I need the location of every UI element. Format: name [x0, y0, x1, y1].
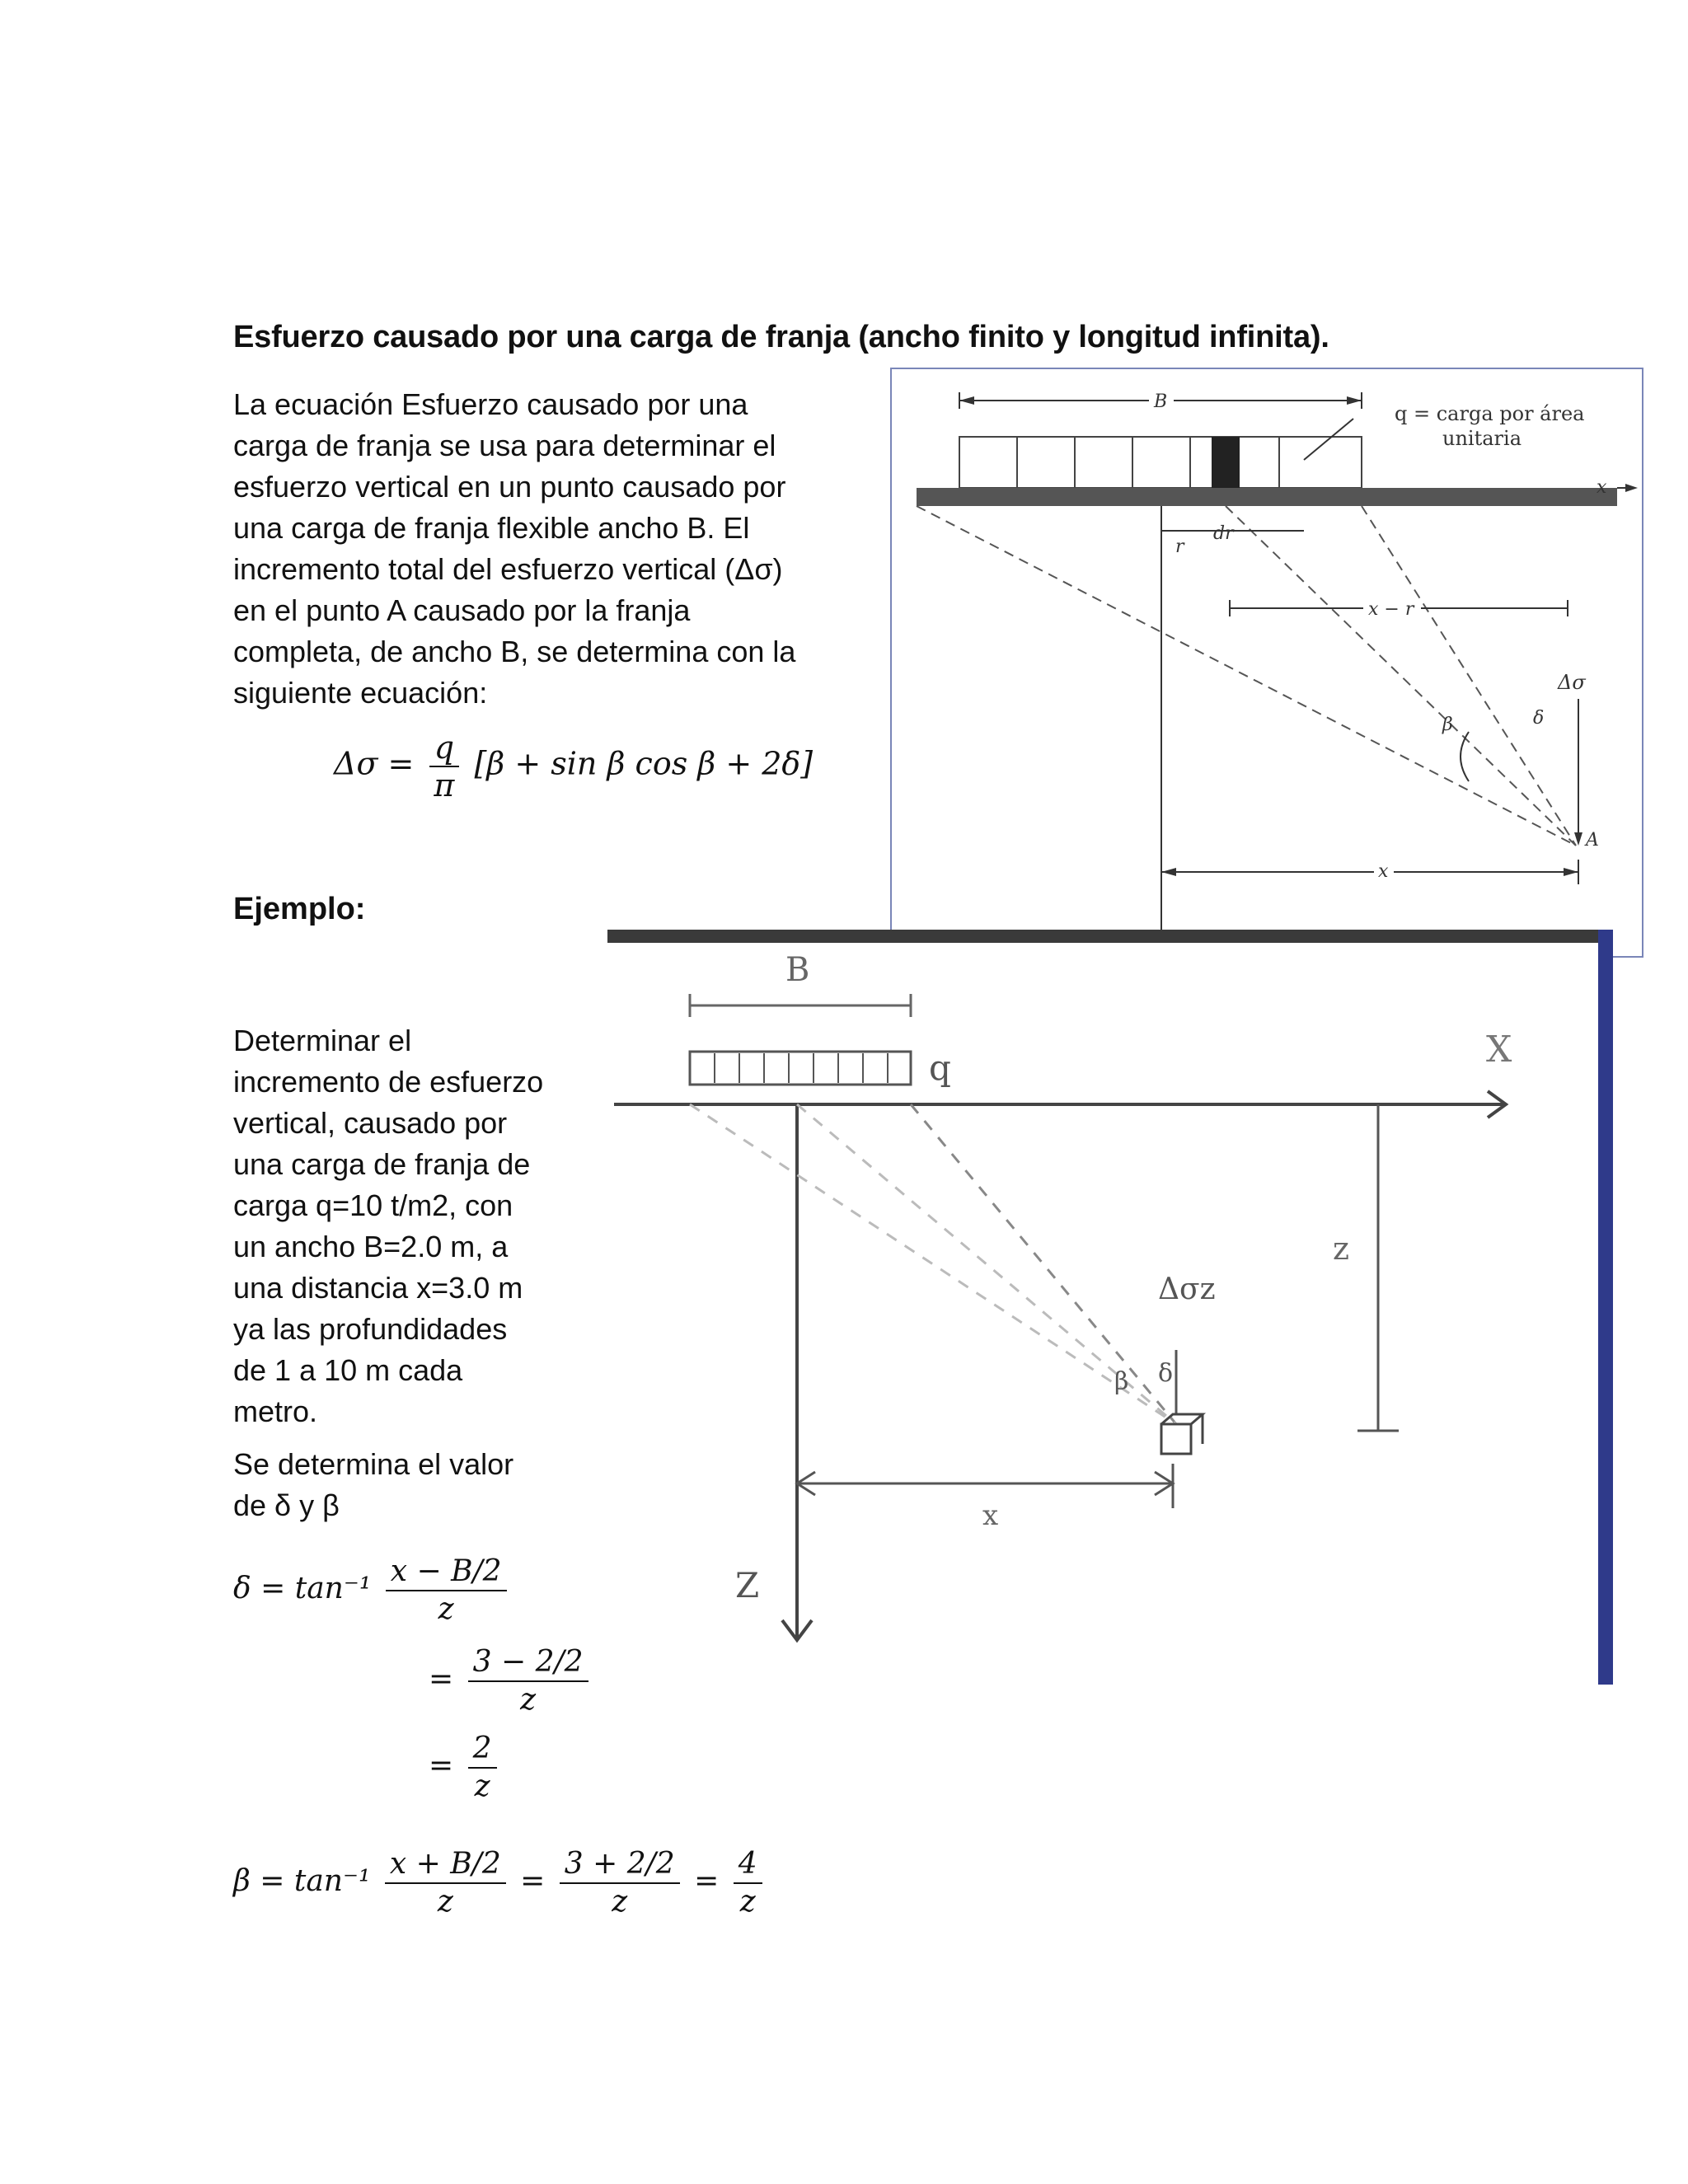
equation-rhs: [β + sin β cos β + 2δ] [474, 745, 814, 782]
label-q: q [929, 1047, 951, 1088]
example-paragraph [233, 1020, 596, 1526]
fraction-numerator: x + B/2 [385, 1846, 506, 1884]
determine-line: Se determina el valor [233, 1447, 514, 1481]
beta-fraction-3 [734, 1846, 762, 1920]
beta-fraction-1 [385, 1846, 506, 1920]
label-dr: dr [1213, 523, 1234, 544]
label-delta-sigma-z: Δσz [1158, 1272, 1216, 1306]
fraction-numerator: 3 + 2/2 [560, 1846, 680, 1884]
delta-equation-row3 [429, 1731, 502, 1805]
intro-line: completa, de ancho B, se determina con la [233, 635, 796, 668]
delta-equation-row2 [429, 1644, 593, 1718]
delta-fraction-1 [386, 1554, 507, 1628]
equals-sign: = [520, 1864, 546, 1898]
example-heading: Ejemplo: [233, 892, 366, 926]
delta-fraction-2 [468, 1644, 588, 1718]
example-line: vertical, causado por [233, 1106, 508, 1140]
fraction-denominator: π [434, 767, 455, 804]
intro-line: esfuerzo vertical en un punto causado por [233, 470, 786, 504]
label-beta: β [1442, 715, 1453, 735]
fraction-denominator: z [612, 1885, 628, 1919]
label-z: z [1333, 1230, 1350, 1267]
delta-equation-row1 [233, 1554, 512, 1628]
label-B: B [1154, 391, 1168, 412]
delta-fraction-3 [468, 1731, 497, 1805]
label-B: B [785, 951, 810, 989]
example-line: Determinar el [233, 1024, 412, 1057]
label-delta: δ [1158, 1359, 1174, 1388]
fraction-denominator: z [520, 1683, 537, 1717]
label-x: x [1378, 861, 1389, 882]
label-q: q = carga por área [1395, 402, 1585, 425]
fraction-denominator: z [438, 1592, 454, 1626]
equation-lhs: Δσ = [334, 745, 415, 782]
intro-paragraph [233, 384, 876, 714]
example-line: metro. [233, 1394, 318, 1428]
strip-load-diagram [890, 368, 1643, 958]
fraction-denominator: z [437, 1885, 453, 1919]
intro-line: una carga de franja flexible ancho B. El [233, 511, 750, 545]
page-title: Esfuerzo causado por una carga de franja (ancho finito y longitud infinita). [233, 320, 1329, 354]
label-x-axis: x [1597, 477, 1607, 498]
label-A: A [1586, 830, 1599, 851]
main-equation [334, 729, 813, 804]
label-q-unitaria: unitaria [1442, 427, 1522, 450]
figure-right-bar [1598, 930, 1613, 1685]
label-Z: Z [735, 1565, 760, 1605]
example-line: ya las profundidades [233, 1312, 508, 1346]
example-diagram [607, 930, 1613, 1685]
equals-sign: = [694, 1864, 720, 1898]
delta-lhs: δ = tan⁻¹ [233, 1572, 372, 1605]
example-line: incremento de esfuerzo [233, 1065, 544, 1099]
intro-line: incremento total del esfuerzo vertical (Δσ) [233, 552, 783, 586]
fraction-numerator: x − B/2 [386, 1554, 507, 1591]
label-x: x [982, 1499, 999, 1532]
beta-equation [233, 1846, 767, 1920]
fraction-numerator: 2 [468, 1731, 497, 1769]
equation-fraction [429, 729, 459, 804]
intro-line: siguiente ecuación: [233, 676, 488, 710]
example-line: de 1 a 10 m cada [233, 1353, 463, 1387]
example-line: una carga de franja de [233, 1147, 531, 1181]
label-delta: δ [1533, 708, 1545, 729]
beta-lhs: β = tan⁻¹ [233, 1864, 371, 1898]
equals-sign: = [429, 1662, 454, 1696]
fraction-denominator: z [474, 1769, 490, 1803]
intro-line: La ecuación Esfuerzo causado por una [233, 387, 748, 421]
beta-fraction-2 [560, 1846, 680, 1920]
determine-line: de δ y β [233, 1488, 340, 1522]
label-delta-sigma: Δσ [1558, 671, 1586, 694]
fraction-numerator: 4 [734, 1846, 762, 1884]
label-r: r [1175, 537, 1184, 557]
example-line: un ancho B=2.0 m, a [233, 1230, 509, 1263]
intro-line: carga de franja se usa para determinar el [233, 429, 776, 462]
equals-sign: = [429, 1749, 454, 1783]
intro-line: en el punto A causado por la franja [233, 593, 691, 627]
label-x-minus-r: x − r [1368, 599, 1414, 620]
example-line: carga q=10 t/m2, con [233, 1188, 513, 1222]
example-line: una distancia x=3.0 m [233, 1271, 523, 1305]
example-diagram-svg [607, 930, 1597, 1685]
strip-load-diagram-svg [892, 369, 1642, 956]
fraction-numerator: 3 − 2/2 [468, 1644, 588, 1682]
fraction-numerator: q [429, 729, 459, 767]
label-X: X [1486, 1029, 1512, 1071]
label-beta: β [1114, 1367, 1129, 1396]
fraction-denominator: z [739, 1885, 756, 1919]
